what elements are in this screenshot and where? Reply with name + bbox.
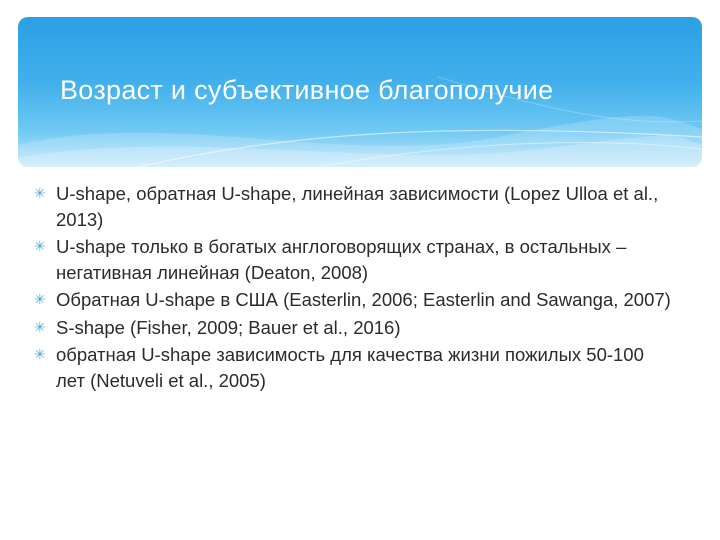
asterisk-bullet-icon: ✳ xyxy=(34,318,46,335)
bullet-item xyxy=(34,342,674,393)
asterisk-bullet-icon: ✳ xyxy=(34,291,46,307)
bullet-item xyxy=(34,181,674,232)
bullet-item xyxy=(34,234,674,285)
bullet-list xyxy=(34,181,674,395)
asterisk-bullet-icon: ✳ xyxy=(34,238,46,254)
bullet-text: обратная U-shape зависимость для качества жизни пожилых 50-100 лет (Netuveli et al., 2005) xyxy=(56,344,644,391)
bullet-item xyxy=(34,287,674,313)
bullet-item xyxy=(34,315,674,341)
bullet-text: U-shape только в богатых англоговорящих странах, в остальных – негативная линейная (Deaton, 2008) xyxy=(56,236,627,283)
asterisk-bullet-icon: ✳ xyxy=(34,346,46,362)
bullet-text: S-shape (Fisher, 2009; Bauer et al., 2016) xyxy=(56,316,401,338)
bullet-text: U-shape, обратная U-shape, линейная зависимости (Lopez Ulloa et al., 2013) xyxy=(56,183,659,230)
title-banner xyxy=(18,17,702,167)
bullet-text: Обратная U-shape в США (Easterlin, 2006; Easterlin and Sawanga, 2007) xyxy=(56,289,671,310)
slide-title: Возраст и субъективное благополучие xyxy=(60,75,554,105)
asterisk-bullet-icon: ✳ xyxy=(34,185,46,201)
